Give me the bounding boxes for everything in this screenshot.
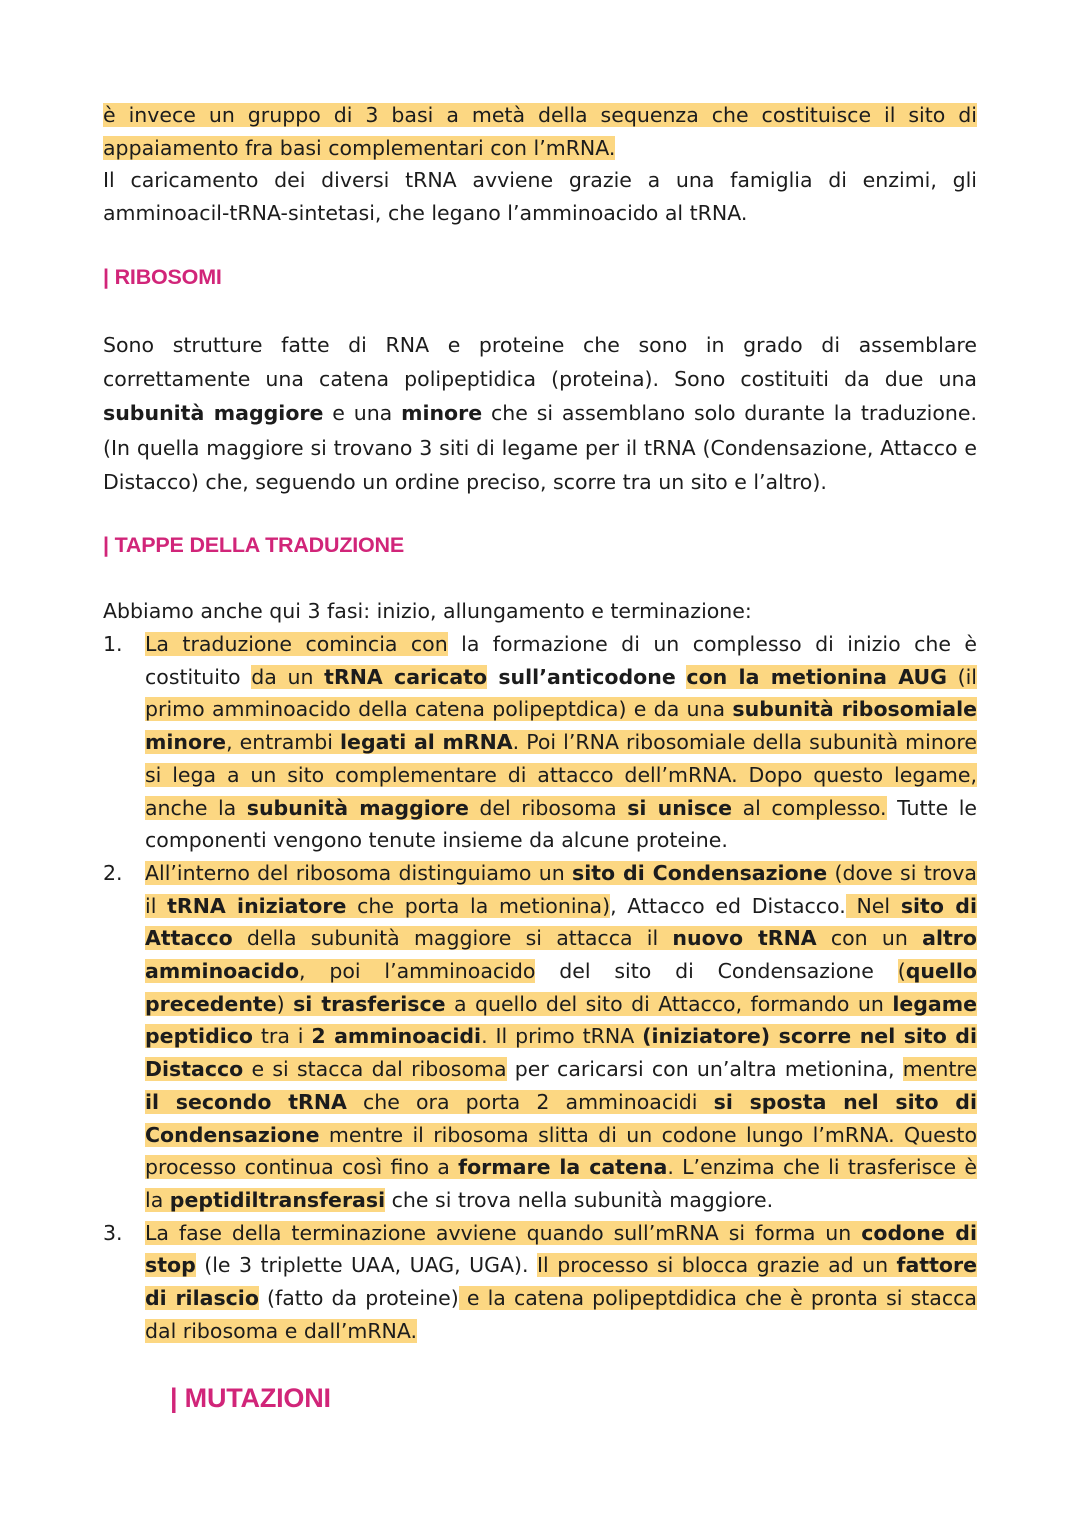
intro-paragraph (103, 99, 977, 230)
section-heading-mutazioni: | MUTAZIONI (170, 1383, 331, 1413)
section-heading-tappe: | TAPPE DELLA TRADUZIONE (103, 533, 405, 557)
translation-steps-list (103, 628, 977, 1347)
list-item-step-3: 3. La fase della terminazione avviene quando sull’mRNA si forma un codone di stop (le 3 triplette UAA, UAG, UGA). Il processo si blocca grazie ad un fattore di rilascio (fatto da proteine) e la catena polipeptdidica che è pronta si stacca dal ribosoma e dall’mRNA. (103, 1217, 977, 1348)
list-number: 2. (103, 860, 123, 885)
section-heading-ribosomi: | RIBOSOMI (103, 265, 222, 289)
paragraph-trna-loading: Il caricamento dei diversi tRNA avviene grazie a una famiglia di enzimi, gli amminoacil-tRNA-sintetasi, che legano l’amminoacido al tRNA. (103, 168, 977, 226)
list-item-step-2: 2. All’interno del ribosoma distinguiamo un sito di Condensazione (dove si trova il tRNA iniziatore che porta la metionina), Attacco ed Distacco. Nel sito di Attacco della subunità maggiore si attacca il nuovo tRNA con un altro amminoacido, poi l’amminoacido del sito di Condensazione (quello precedente) si trasferisce a quello del sito di Attacco, formando un legame peptidico tra i 2 amminoacidi. Il primo tRNA (iniziatore) scorre nel sito di Distacco e si stacca dal ribosoma per caricarsi con un’altra metionina, mentre il secondo tRNA che ora porta 2 amminoacidi si sposta nel sito di Condensazione mentre il ribosoma slitta di un codone lungo l’mRNA. Questo processo continua così fino a formare la catena. L’enzima che li trasferisce è la peptidiltransferasi che si trova nella subunità maggiore. (103, 857, 977, 1217)
list-number: 3. (103, 1220, 123, 1245)
list-number: 1. (103, 632, 123, 656)
list-item-step-1: 1. La traduzione comincia con la formazione di un complesso di inizio che è costituito da un tRNA caricato sull’anticodone con la metionina AUG (il primo amminoacido della catena polipeptdica) e da una subunità ribosomiale minore, entrambi legati al mRNA. Poi l’RNA ribosomiale della subunità minore si lega a un sito complementare di attacco dell’mRNA. Dopo questo legame, anche la subunità maggiore del ribosoma si unisce al complesso. Tutte le componenti vengono tenute insieme da alcune proteine. (103, 628, 977, 857)
tappe-intro: Abbiamo anche qui 3 fasi: inizio, allungamento e terminazione: (103, 599, 752, 623)
highlighted-text: è invece un gruppo di 3 basi a metà della sequenza che costituisce il sito di appaiamento fra basi complementari con l’mRNA. (103, 103, 977, 160)
paragraph-ribosomi: Sono strutture fatte di RNA e proteine che sono in grado di assemblare correttamente una catena polipeptidica (proteina). Sono costituiti da due una subunità maggiore e una minore che si assemblano solo durante la traduzione. (In quella maggiore si trovano 3 siti di legame per il tRNA (Condensazione, Attacco e Distacco) che, seguendo un ordine preciso, scorre tra un sito e l’altro). (103, 333, 978, 494)
